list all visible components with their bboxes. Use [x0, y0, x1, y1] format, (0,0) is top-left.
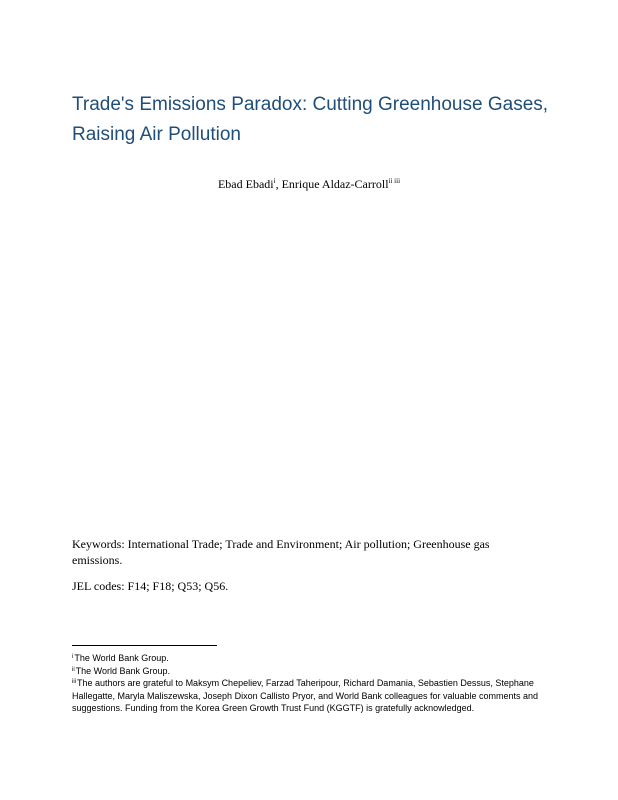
footnote-mark: iii: [72, 679, 76, 685]
author-name: Ebad Ebadi: [217, 177, 274, 191]
footnote-text: The authors are grateful to Maksym Chepeliev, Farzad Taheripour, Richard Damania, Sebastien Dessus, Stephane Hallegatte, Maryla Maliszewska, Joseph Dixon Callisto Pryor, and World Bank colleagues for valuable comments and suggestions. Funding from the Korea Green Growth Trust Fund (KGGTF) is gratefully acknowledged.: [72, 678, 539, 713]
author-separator: ,: [275, 177, 282, 191]
footnote-text: The World Bank Group.: [75, 665, 171, 676]
keywords: Keywords: International Trade; Trade and Environment; Air pollution; Greenhouse gas emissions.: [72, 537, 490, 567]
paper-title-line-2: Raising Air Pollution: [72, 124, 241, 145]
footnote-text: The World Bank Group.: [74, 653, 169, 663]
footnote-mark[interactable]: ii iii: [388, 177, 401, 185]
footnote: [72, 665, 547, 678]
jel-codes: JEL codes: F14; F18; Q53; Q56.: [72, 579, 229, 593]
author-name: Enrique Aldaz-Carroll: [281, 177, 389, 191]
footnote-divider: [72, 645, 217, 646]
footnote: [72, 652, 547, 665]
footnote-mark: i: [72, 654, 74, 660]
paper-title: [72, 90, 552, 150]
footnotes: [72, 652, 547, 715]
footnote-mark[interactable]: i: [273, 177, 276, 185]
footnote: [72, 677, 547, 715]
author-line: [0, 177, 618, 192]
paper-title-line-1: Trade's Emissions Paradox: Cutting Greenhouse Gases,: [72, 94, 549, 115]
footnote-mark: ii: [72, 666, 75, 673]
